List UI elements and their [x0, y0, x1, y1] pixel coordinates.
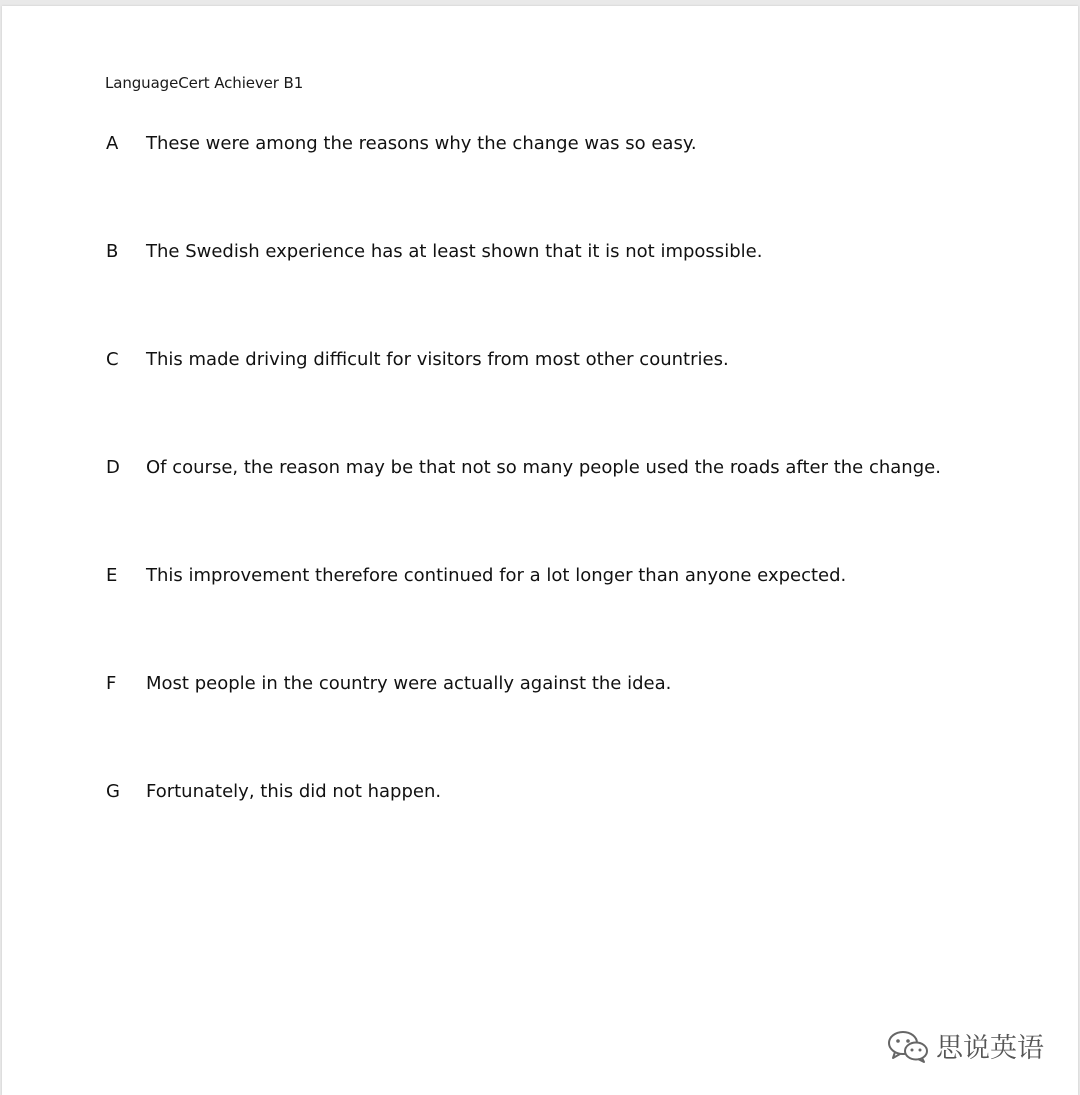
option-item: [106, 349, 1006, 457]
option-item: [106, 457, 1006, 565]
option-letter: C: [106, 349, 119, 370]
page-header: LanguageCert Achiever B1: [105, 74, 304, 92]
option-item: [106, 673, 1006, 781]
option-text: The Swedish experience has at least shown that it is not impossible.: [146, 241, 763, 262]
wechat-icon: [886, 1028, 930, 1064]
watermark-text: 思说英语: [936, 1033, 1044, 1064]
option-text: These were among the reasons why the change was so easy.: [146, 133, 697, 154]
option-text: This improvement therefore continued for a lot longer than anyone expected.: [146, 565, 847, 586]
option-letter: B: [106, 241, 119, 262]
option-letter: A: [106, 133, 119, 154]
options-list: [106, 133, 1006, 889]
option-letter: G: [106, 781, 120, 802]
option-item: [106, 241, 1006, 349]
option-text: Most people in the country were actually against the idea.: [146, 673, 672, 694]
watermark: [886, 1026, 1044, 1065]
option-item: [106, 565, 1006, 673]
document-page: [2, 6, 1078, 1095]
option-letter: E: [106, 565, 118, 586]
option-text: Of course, the reason may be that not so many people used the roads after the change.: [146, 457, 941, 478]
option-item: [106, 133, 1006, 241]
option-letter: D: [106, 457, 120, 478]
option-text: Fortunately, this did not happen.: [146, 781, 442, 802]
option-letter: F: [106, 673, 117, 694]
option-item: [106, 781, 1006, 889]
option-text: This made driving difficult for visitors from most other countries.: [146, 349, 729, 370]
